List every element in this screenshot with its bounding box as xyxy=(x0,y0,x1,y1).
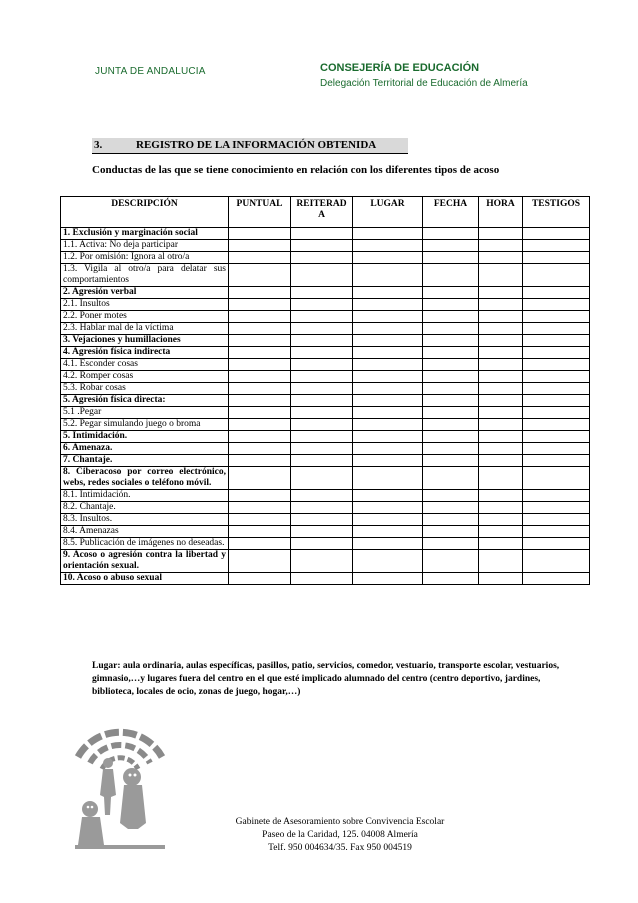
cell-hora[interactable] xyxy=(479,252,523,264)
cell-reiterada[interactable] xyxy=(291,371,353,383)
cell-reiterada[interactable] xyxy=(291,419,353,431)
row-description: 7. Chantaje. xyxy=(61,455,229,467)
col-puntual: PUNTUAL xyxy=(229,197,291,228)
cell-testigos[interactable] xyxy=(523,240,590,252)
cell-testigos[interactable] xyxy=(523,407,590,419)
table-row xyxy=(61,467,590,490)
contact-block xyxy=(190,816,490,855)
cell-puntual[interactable] xyxy=(229,395,291,407)
row-description: 5. Agresión física directa: xyxy=(61,395,229,407)
cell-puntual[interactable] xyxy=(229,538,291,550)
cell-hora[interactable] xyxy=(479,526,523,538)
cell-lugar[interactable] xyxy=(353,431,423,443)
cell-fecha[interactable] xyxy=(423,228,479,240)
cell-fecha[interactable] xyxy=(423,467,479,490)
cell-hora[interactable] xyxy=(479,335,523,347)
cell-puntual[interactable] xyxy=(229,228,291,240)
cell-testigos[interactable] xyxy=(523,311,590,323)
cell-hora[interactable] xyxy=(479,502,523,514)
cell-reiterada[interactable] xyxy=(291,299,353,311)
row-description: 4.2. Romper cosas xyxy=(61,371,229,383)
row-description: 3. Vejaciones y humillaciones xyxy=(61,335,229,347)
cell-puntual[interactable] xyxy=(229,371,291,383)
cell-testigos[interactable] xyxy=(523,502,590,514)
cell-puntual[interactable] xyxy=(229,502,291,514)
cell-puntual[interactable] xyxy=(229,455,291,467)
cell-puntual[interactable] xyxy=(229,550,291,573)
cell-fecha[interactable] xyxy=(423,395,479,407)
cell-puntual[interactable] xyxy=(229,407,291,419)
cell-testigos[interactable] xyxy=(523,538,590,550)
cell-fecha[interactable] xyxy=(423,335,479,347)
table-row xyxy=(61,443,590,455)
cell-reiterada[interactable] xyxy=(291,264,353,287)
cell-testigos[interactable] xyxy=(523,335,590,347)
cell-lugar[interactable] xyxy=(353,287,423,299)
cell-hora[interactable] xyxy=(479,299,523,311)
cell-fecha[interactable] xyxy=(423,526,479,538)
cell-puntual[interactable] xyxy=(229,264,291,287)
table-row xyxy=(61,264,590,287)
cell-testigos[interactable] xyxy=(523,383,590,395)
table-row xyxy=(61,514,590,526)
table-row xyxy=(61,383,590,395)
cell-lugar[interactable] xyxy=(353,407,423,419)
cell-lugar[interactable] xyxy=(353,467,423,490)
cell-lugar[interactable] xyxy=(353,359,423,371)
cell-puntual[interactable] xyxy=(229,311,291,323)
cell-hora[interactable] xyxy=(479,514,523,526)
cell-fecha[interactable] xyxy=(423,514,479,526)
cell-hora[interactable] xyxy=(479,455,523,467)
cell-lugar[interactable] xyxy=(353,502,423,514)
cell-reiterada[interactable] xyxy=(291,443,353,455)
row-description: 5.1 .Pegar xyxy=(61,407,229,419)
table-body xyxy=(61,228,590,585)
row-description: 8.1. Intimidación. xyxy=(61,490,229,502)
row-description: 1.2. Por omisión: Ignora al otro/a xyxy=(61,252,229,264)
cell-testigos[interactable] xyxy=(523,550,590,573)
cell-lugar[interactable] xyxy=(353,514,423,526)
junta-andalucia-emblem-icon xyxy=(70,705,170,855)
cell-testigos[interactable] xyxy=(523,490,590,502)
cell-reiterada[interactable] xyxy=(291,502,353,514)
cell-hora[interactable] xyxy=(479,431,523,443)
table-row xyxy=(61,347,590,359)
section-number: 3. xyxy=(94,139,103,151)
cell-lugar[interactable] xyxy=(353,311,423,323)
cell-reiterada[interactable] xyxy=(291,335,353,347)
cell-puntual[interactable] xyxy=(229,299,291,311)
cell-reiterada[interactable] xyxy=(291,347,353,359)
cell-testigos[interactable] xyxy=(523,573,590,585)
col-fecha: FECHA xyxy=(423,197,479,228)
cell-hora[interactable] xyxy=(479,383,523,395)
cell-hora[interactable] xyxy=(479,347,523,359)
col-reiterada: REITERAD A xyxy=(291,197,353,228)
table-row xyxy=(61,419,590,431)
cell-hora[interactable] xyxy=(479,228,523,240)
cell-lugar[interactable] xyxy=(353,538,423,550)
delegation: Delegación Territorial de Educación de Almería xyxy=(320,78,528,89)
table-row xyxy=(61,335,590,347)
row-description: 10. Acoso o abuso sexual xyxy=(61,573,229,585)
cell-lugar[interactable] xyxy=(353,455,423,467)
contact-line-3: Telf. 950 004634/35. Fax 950 004519 xyxy=(268,843,412,853)
cell-lugar[interactable] xyxy=(353,419,423,431)
contact-line-2: Paseo de la Caridad, 125. 04008 Almería xyxy=(262,830,418,840)
cell-hora[interactable] xyxy=(479,287,523,299)
col-descripcion: DESCRIPCIÓN xyxy=(61,197,229,228)
row-description: 1. Exclusión y marginación social xyxy=(61,228,229,240)
cell-lugar[interactable] xyxy=(353,383,423,395)
cell-lugar[interactable] xyxy=(353,335,423,347)
cell-testigos[interactable] xyxy=(523,347,590,359)
cell-fecha[interactable] xyxy=(423,311,479,323)
table-row xyxy=(61,431,590,443)
table-row xyxy=(61,287,590,299)
cell-hora[interactable] xyxy=(479,323,523,335)
cell-reiterada[interactable] xyxy=(291,240,353,252)
cell-fecha[interactable] xyxy=(423,538,479,550)
row-description: 4. Agresión física indirecta xyxy=(61,347,229,359)
cell-lugar[interactable] xyxy=(353,240,423,252)
row-description: 5. Intimidación. xyxy=(61,431,229,443)
footer-note: Lugar: aula ordinaria, aulas específicas, pasillos, patio, servicios, comedor, vestuario, transporte escolar, vestuarios, gimnasio,…y lugares fuera del centro en el que esté implicado alumnado del centro (centro deportivo, jardines, biblioteca, locales de ocio, zonas de juego, hogar,…) xyxy=(92,661,560,697)
table-row xyxy=(61,371,590,383)
table-row xyxy=(61,311,590,323)
cell-reiterada[interactable] xyxy=(291,228,353,240)
cell-fecha[interactable] xyxy=(423,299,479,311)
cell-reiterada[interactable] xyxy=(291,359,353,371)
cell-hora[interactable] xyxy=(479,311,523,323)
table-row xyxy=(61,455,590,467)
cell-hora[interactable] xyxy=(479,264,523,287)
cell-hora[interactable] xyxy=(479,538,523,550)
cell-fecha[interactable] xyxy=(423,287,479,299)
cell-hora[interactable] xyxy=(479,490,523,502)
org-left: JUNTA DE ANDALUCIA xyxy=(95,66,206,77)
cell-testigos[interactable] xyxy=(523,299,590,311)
cell-fecha[interactable] xyxy=(423,323,479,335)
cell-lugar[interactable] xyxy=(353,347,423,359)
cell-lugar[interactable] xyxy=(353,526,423,538)
cell-puntual[interactable] xyxy=(229,419,291,431)
cell-hora[interactable] xyxy=(479,240,523,252)
cell-lugar[interactable] xyxy=(353,443,423,455)
table-row xyxy=(61,252,590,264)
col-testigos: TESTIGOS xyxy=(523,197,590,228)
cell-reiterada[interactable] xyxy=(291,431,353,443)
cell-testigos[interactable] xyxy=(523,467,590,490)
cell-fecha[interactable] xyxy=(423,490,479,502)
cell-puntual[interactable] xyxy=(229,383,291,395)
table-row xyxy=(61,550,590,573)
row-description: 8. Ciberacoso por correo electrónico, webs, redes sociales o teléfono móvil. xyxy=(61,467,229,490)
cell-reiterada[interactable] xyxy=(291,573,353,585)
table-row xyxy=(61,573,590,585)
contact-line-1: Gabinete de Asesoramiento sobre Convivencia Escolar xyxy=(235,817,445,827)
cell-hora[interactable] xyxy=(479,359,523,371)
cell-reiterada[interactable] xyxy=(291,383,353,395)
cell-fecha[interactable] xyxy=(423,371,479,383)
cell-reiterada[interactable] xyxy=(291,407,353,419)
cell-fecha[interactable] xyxy=(423,347,479,359)
cell-fecha[interactable] xyxy=(423,407,479,419)
cell-fecha[interactable] xyxy=(423,264,479,287)
cell-fecha[interactable] xyxy=(423,431,479,443)
cell-reiterada[interactable] xyxy=(291,323,353,335)
cell-reiterada[interactable] xyxy=(291,395,353,407)
cell-reiterada[interactable] xyxy=(291,538,353,550)
cell-hora[interactable] xyxy=(479,550,523,573)
table-header-row xyxy=(61,197,590,228)
cell-hora[interactable] xyxy=(479,371,523,383)
cell-fecha[interactable] xyxy=(423,455,479,467)
registro-table xyxy=(60,196,590,585)
cell-testigos[interactable] xyxy=(523,526,590,538)
cell-puntual[interactable] xyxy=(229,347,291,359)
cell-testigos[interactable] xyxy=(523,443,590,455)
cell-puntual[interactable] xyxy=(229,335,291,347)
table-row xyxy=(61,228,590,240)
table-row xyxy=(61,395,590,407)
table-row xyxy=(61,490,590,502)
table-row xyxy=(61,502,590,514)
cell-lugar[interactable] xyxy=(353,490,423,502)
row-description: 1.1. Activa: No deja participar xyxy=(61,240,229,252)
cell-puntual[interactable] xyxy=(229,359,291,371)
cell-puntual[interactable] xyxy=(229,252,291,264)
cell-fecha[interactable] xyxy=(423,573,479,585)
cell-hora[interactable] xyxy=(479,395,523,407)
cell-testigos[interactable] xyxy=(523,419,590,431)
cell-lugar[interactable] xyxy=(353,228,423,240)
row-description: 5.2. Pegar simulando juego o broma xyxy=(61,419,229,431)
cell-reiterada[interactable] xyxy=(291,311,353,323)
table-row xyxy=(61,240,590,252)
cell-fecha[interactable] xyxy=(423,443,479,455)
col-lugar: LUGAR xyxy=(353,197,423,228)
row-description: 8.2. Chantaje. xyxy=(61,502,229,514)
cell-hora[interactable] xyxy=(479,407,523,419)
col-hora: HORA xyxy=(479,197,523,228)
row-description: 9. Acoso o agresión contra la libertad y orientación sexual. xyxy=(61,550,229,573)
cell-lugar[interactable] xyxy=(353,550,423,573)
cell-testigos[interactable] xyxy=(523,252,590,264)
cell-fecha[interactable] xyxy=(423,383,479,395)
cell-hora[interactable] xyxy=(479,443,523,455)
row-description: 6. Amenaza. xyxy=(61,443,229,455)
cell-fecha[interactable] xyxy=(423,502,479,514)
cell-testigos[interactable] xyxy=(523,395,590,407)
cell-lugar[interactable] xyxy=(353,371,423,383)
org-right: CONSEJERÍA DE EDUCACIÓN xyxy=(320,62,480,74)
row-description: 5.3. Robar cosas xyxy=(61,383,229,395)
row-description: 1.3. Vigila al otro/a para delatar sus comportamientos xyxy=(61,264,229,287)
table-row xyxy=(61,323,590,335)
cell-testigos[interactable] xyxy=(523,371,590,383)
cell-puntual[interactable] xyxy=(229,514,291,526)
row-description: 2.3. Hablar mal de la víctima xyxy=(61,323,229,335)
cell-hora[interactable] xyxy=(479,467,523,490)
cell-puntual[interactable] xyxy=(229,287,291,299)
cell-hora[interactable] xyxy=(479,573,523,585)
row-description: 2.1. Insultos xyxy=(61,299,229,311)
cell-reiterada[interactable] xyxy=(291,550,353,573)
cell-reiterada[interactable] xyxy=(291,455,353,467)
cell-hora[interactable] xyxy=(479,419,523,431)
row-description: 8.3. Insultos. xyxy=(61,514,229,526)
cell-puntual[interactable] xyxy=(229,240,291,252)
cell-puntual[interactable] xyxy=(229,443,291,455)
row-description: 4.1. Esconder cosas xyxy=(61,359,229,371)
cell-fecha[interactable] xyxy=(423,419,479,431)
cell-lugar[interactable] xyxy=(353,299,423,311)
cell-lugar[interactable] xyxy=(353,323,423,335)
cell-puntual[interactable] xyxy=(229,526,291,538)
cell-reiterada[interactable] xyxy=(291,467,353,490)
cell-testigos[interactable] xyxy=(523,514,590,526)
cell-fecha[interactable] xyxy=(423,240,479,252)
cell-puntual[interactable] xyxy=(229,431,291,443)
cell-reiterada[interactable] xyxy=(291,526,353,538)
row-description: 2.2. Poner motes xyxy=(61,311,229,323)
section-title xyxy=(92,138,408,154)
table-row xyxy=(61,359,590,371)
cell-testigos[interactable] xyxy=(523,323,590,335)
section-title-text: REGISTRO DE LA INFORMACIÓN OBTENIDA xyxy=(136,139,377,151)
cell-testigos[interactable] xyxy=(523,264,590,287)
row-description: 2. Agresión verbal xyxy=(61,287,229,299)
cell-testigos[interactable] xyxy=(523,228,590,240)
subtitle: Conductas de las que se tiene conocimiento en relación con los diferentes tipos de acoso xyxy=(92,164,500,176)
cell-testigos[interactable] xyxy=(523,287,590,299)
cell-testigos[interactable] xyxy=(523,359,590,371)
cell-testigos[interactable] xyxy=(523,455,590,467)
cell-reiterada[interactable] xyxy=(291,252,353,264)
cell-puntual[interactable] xyxy=(229,490,291,502)
cell-lugar[interactable] xyxy=(353,264,423,287)
table-row xyxy=(61,299,590,311)
cell-lugar[interactable] xyxy=(353,395,423,407)
row-description: 8.5. Publicación de imágenes no deseadas. xyxy=(61,538,229,550)
cell-puntual[interactable] xyxy=(229,467,291,490)
cell-puntual[interactable] xyxy=(229,323,291,335)
table-row xyxy=(61,538,590,550)
cell-lugar[interactable] xyxy=(353,573,423,585)
cell-testigos[interactable] xyxy=(523,431,590,443)
cell-reiterada[interactable] xyxy=(291,287,353,299)
row-description: 8.4. Amenazas xyxy=(61,526,229,538)
cell-fecha[interactable] xyxy=(423,359,479,371)
cell-lugar[interactable] xyxy=(353,252,423,264)
cell-fecha[interactable] xyxy=(423,252,479,264)
cell-reiterada[interactable] xyxy=(291,514,353,526)
table-row xyxy=(61,407,590,419)
cell-puntual[interactable] xyxy=(229,573,291,585)
cell-fecha[interactable] xyxy=(423,550,479,573)
table-row xyxy=(61,526,590,538)
cell-reiterada[interactable] xyxy=(291,490,353,502)
